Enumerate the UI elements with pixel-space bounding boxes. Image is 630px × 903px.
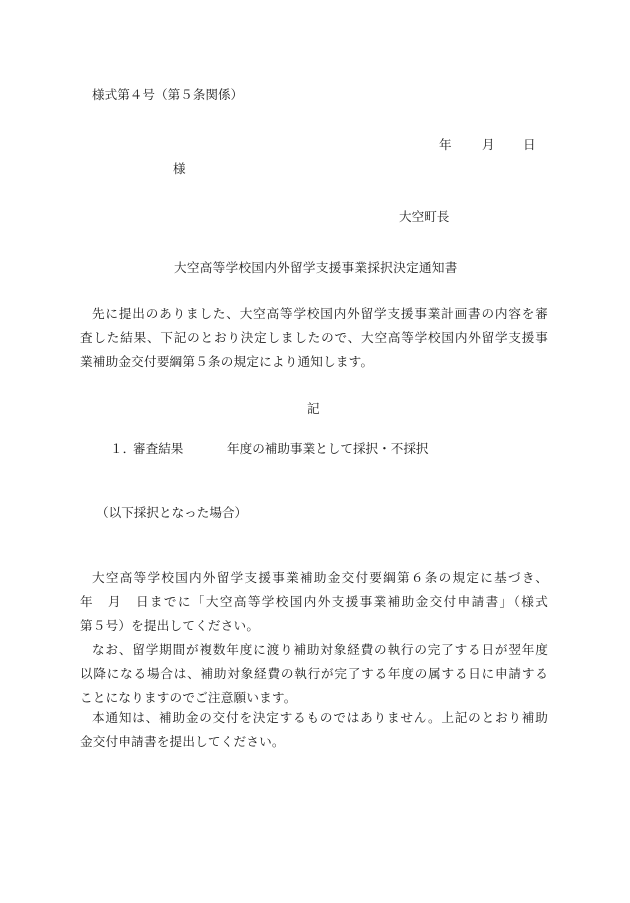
intro-line-3: 業補助金交付要綱第５条の規定により通知します。: [80, 354, 374, 369]
date-year-label: 年: [439, 137, 452, 152]
date-day-label: 日: [523, 137, 536, 152]
recipient-suffix: 様: [173, 161, 186, 176]
adopted-case-note: （以下採択となった場合）: [96, 505, 248, 520]
application-line-2: 年 月 日までに「大空高等学校国内外支援事業補助金交付申請書」（様式: [80, 594, 548, 609]
issuer-name: 大空町長: [399, 209, 450, 224]
review-result-text: 年度の補助事業として採択・不採択: [227, 441, 429, 456]
form-number: 様式第４号（第５条関係）: [92, 87, 244, 102]
application-line-3: 第５号）を提出してください。: [80, 618, 260, 633]
notice-line-3: ことになりますのでご注意願います。: [80, 690, 297, 705]
notice-line-1: なお、留学期間が複数年度に渡り補助対象経費の執行の完了する日が翌年度: [92, 642, 548, 657]
review-result-number: １．: [110, 441, 136, 456]
document-title: 大空高等学校国内外留学支援事業採択決定通知書: [174, 260, 458, 275]
intro-line-2: 査した結果、下記のとおり決定しましたので、大空高等学校国内外留学支援事: [80, 330, 548, 345]
application-line-1: 大空高等学校国内外留学支援事業補助金交付要綱第６条の規定に基づき、: [92, 570, 548, 585]
closing-line-2: 金交付申請書を提出してください。: [80, 734, 285, 749]
date-month-label: 月: [482, 137, 495, 152]
closing-line-1: 本通知は、補助金の交付を決定するものではありません。上記のとおり補助: [92, 710, 548, 725]
intro-line-1: 先に提出のありました、大空高等学校国内外留学支援事業計画書の内容を審: [92, 306, 548, 321]
notice-line-2: 以降になる場合は、補助対象経費の執行が完了する年度の属する日に申請する: [80, 666, 548, 681]
review-result-label: 審査結果: [133, 441, 184, 456]
ki-heading: 記: [307, 401, 320, 416]
